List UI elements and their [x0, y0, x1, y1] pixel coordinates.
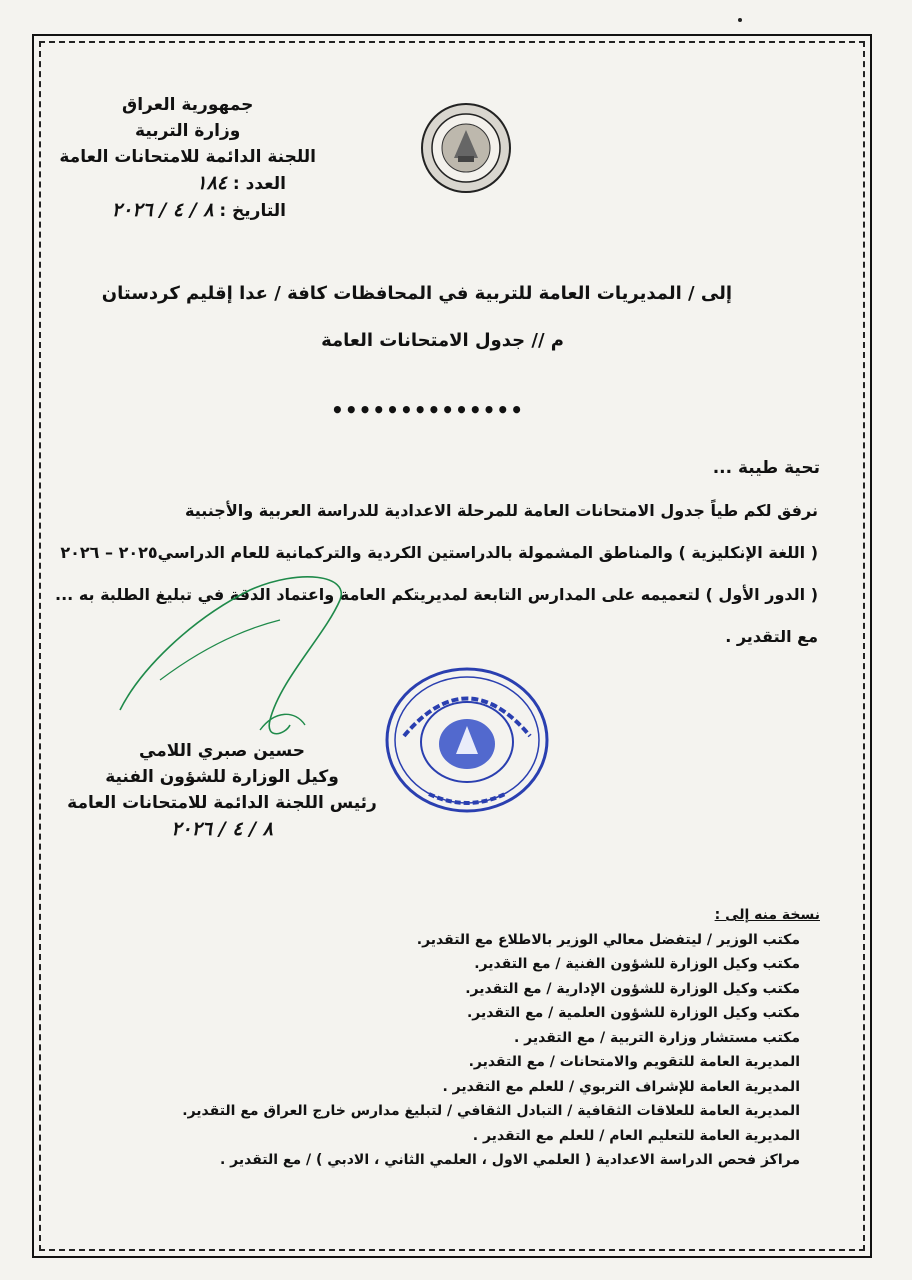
body-line: ( الدور الأول ) لتعميمه على المدارس التابعة لمديريتكم العامة واعتماد الدقة في تبليغ الطلبة به ...	[55, 585, 818, 604]
signature-scribble	[100, 560, 420, 760]
greeting: تحية طيبة ...	[712, 458, 820, 478]
list-item: مكتب وكيل الوزارة للشؤون الإدارية / مع التقدير.	[465, 980, 800, 997]
date-label: التاريخ :	[219, 201, 286, 221]
list-item: مراكز فحص الدراسة الاعدادية ( العلمي الاول ، العلمي الثاني ، الادبي ) / مع التقدير .	[219, 1152, 800, 1168]
official-stamp-icon	[384, 666, 550, 814]
signer-position: رئيس اللجنة الدائمة للامتحانات العامة	[67, 793, 377, 813]
letter-date	[59, 197, 316, 224]
copies-list	[182, 903, 820, 1173]
separator: ••••••••••••••	[331, 398, 524, 422]
ministry-name: وزارة التربية	[135, 121, 241, 141]
list-item: المديرية العامة للتقويم والامتحانات / مع التقدير.	[468, 1054, 800, 1070]
body-line: مع التقدير .	[725, 627, 818, 646]
signer-name: حسين صبري اللامي	[139, 741, 305, 761]
list-item: المديرية العامة للتعليم العام / للعلم مع التقدير .	[472, 1127, 800, 1144]
reference-number	[59, 170, 316, 197]
addressee-line: إلى / المديريات العامة للتربية في المحافظات كافة / عدا إقليم كردستان	[101, 283, 732, 304]
copies-heading: نسخة منه إلى :	[714, 907, 820, 923]
list-item: المديرية العامة للإشراف التربوي / للعلم مع التقدير .	[442, 1078, 800, 1095]
letterhead	[59, 92, 316, 224]
signature-date: ٨ / ٤ / ٢٠٢٦	[171, 818, 273, 840]
list-item: المديرية العامة للعلاقات الثقافية / التبادل الثقافي / لتبليغ مدارس خارج العراق مع التقدير.	[182, 1103, 800, 1119]
ministry-seal-icon	[418, 100, 514, 196]
country-name: جمهورية العراق	[122, 95, 254, 115]
reference-label: العدد :	[232, 174, 286, 194]
subject-line: م // جدول الامتحانات العامة	[321, 330, 564, 351]
date-value: ٨ / ٤ / ٢٠٢٦	[111, 199, 214, 221]
committee-name: اللجنة الدائمة للامتحانات العامة	[59, 147, 316, 167]
body-line: نرفق لكم طياً جدول الامتحانات العامة للمرحلة الاعدادية للدراسة العربية والأجنبية	[184, 501, 818, 520]
reference-value: ١٨٤	[196, 172, 227, 194]
list-item: مكتب وكيل الوزارة للشؤون العلمية / مع التقدير.	[466, 1005, 800, 1021]
list-item: مكتب الوزير / ليتفضل معالي الوزير بالاطلاع مع التقدير.	[416, 931, 800, 948]
signer-title: وكيل الوزارة للشؤون الفنية	[105, 767, 339, 787]
list-item: مكتب وكيل الوزارة للشؤون الفنية / مع التقدير.	[474, 956, 800, 972]
list-item: مكتب مستشار وزارة التربية / مع التقدير .	[513, 1029, 800, 1046]
body-line: ( اللغة الإنكليزية ) والمناطق المشمولة بالدراستين الكردية والتركمانية للعام الدراسي٢٠٢٥ – ٢٠٢٦	[60, 543, 818, 562]
stray-dot	[738, 18, 742, 22]
signature-block	[62, 738, 382, 842]
